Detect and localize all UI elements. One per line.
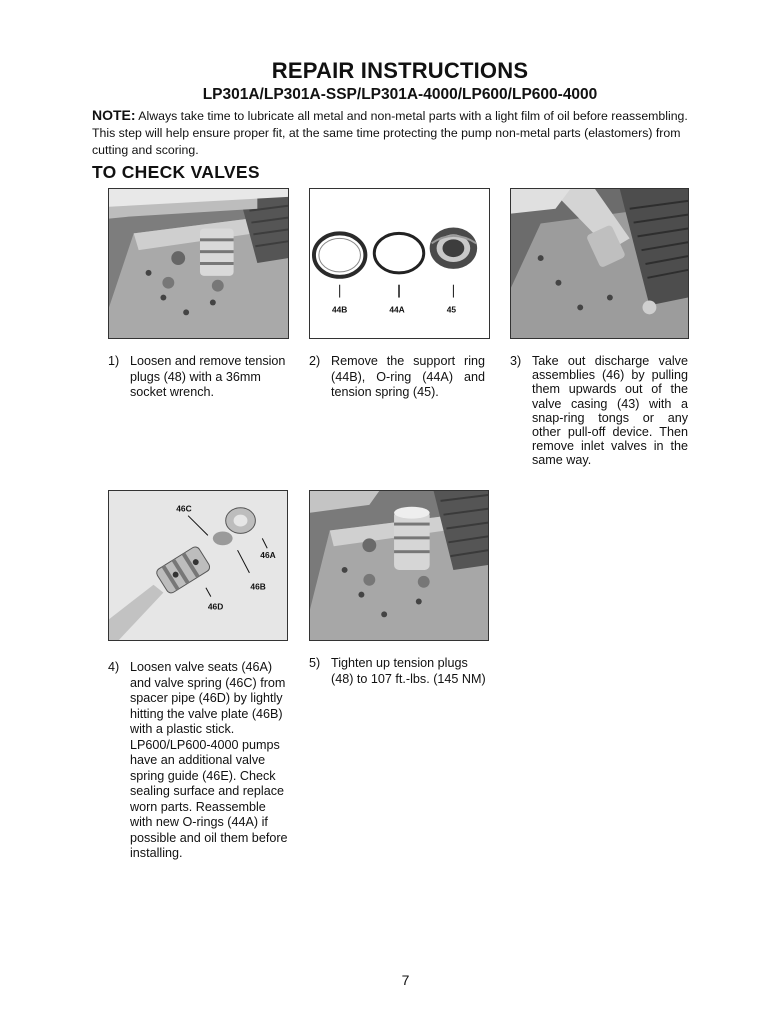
step-number: 3) — [510, 354, 522, 368]
step-text: Tighten up tension plugs (48) to 107 ft.-lbs. (145 NM) — [331, 656, 486, 686]
label-45: 45 — [446, 304, 457, 315]
page-subtitle: LP301A/LP301A-SSP/LP301A-4000/LP600/LP600-4000 — [202, 86, 598, 103]
section-heading: TO CHECK VALVES — [92, 162, 260, 182]
label-46a: 46A — [260, 550, 276, 561]
label-44b: 44B — [331, 304, 348, 315]
step-1 — [108, 354, 288, 401]
step-text: Remove the support ring (44B), O-ring (44A) and tension spring (45). — [331, 354, 485, 399]
step-2 — [309, 354, 485, 401]
label-44a: 44A — [389, 304, 405, 315]
label-46b: 46B — [250, 581, 266, 592]
step-number: 5) — [309, 656, 321, 670]
step-number: 2) — [309, 354, 321, 368]
photo-step-5 — [309, 490, 489, 641]
label-46c: 46C — [176, 503, 192, 514]
step-text: Loosen and remove tension plugs (48) with a 36mm socket wrench. — [130, 354, 286, 399]
photo-step-3 — [510, 188, 689, 339]
note-paragraph — [92, 107, 704, 159]
photo-step-1 — [108, 188, 289, 339]
note-label: NOTE: — [92, 107, 136, 123]
step-5 — [309, 656, 489, 687]
note-text: Always take time to lubricate all metal and non-metal parts with a light film of oil before reassembling. This step will help ensure proper fit, at the same time protecting the pump non-metal parts (elastomers) from cutting and scoring. — [92, 109, 688, 157]
step-4 — [108, 660, 290, 862]
step-text: Loosen valve seats (46A) and valve spring (46C) from spacer pipe (46D) by lightly hitting the valve plate (46B) with a plastic stick. LP600/LP600-4000 pumps have an additional valve spring guide (46E). Check sealing surface and replace worn parts. Reassemble with new O-rings (44A) if possible and oil them before installing. — [130, 660, 288, 860]
step-number: 1) — [108, 354, 120, 368]
photo-step-2 — [309, 188, 490, 339]
label-46d: 46D — [207, 601, 224, 612]
page-number: 7 — [401, 972, 410, 988]
photo-step-4 — [108, 490, 288, 641]
page-title: REPAIR INSTRUCTIONS — [271, 58, 529, 83]
step-3 — [510, 354, 688, 468]
step-number: 4) — [108, 660, 120, 674]
step-text: Take out discharge valve assemblies (46) by pulling them upwards out of the valve casing (43) with a snap-ring tongs or any other pull-off device. Then remove inlet valves in the same way. — [532, 354, 688, 468]
